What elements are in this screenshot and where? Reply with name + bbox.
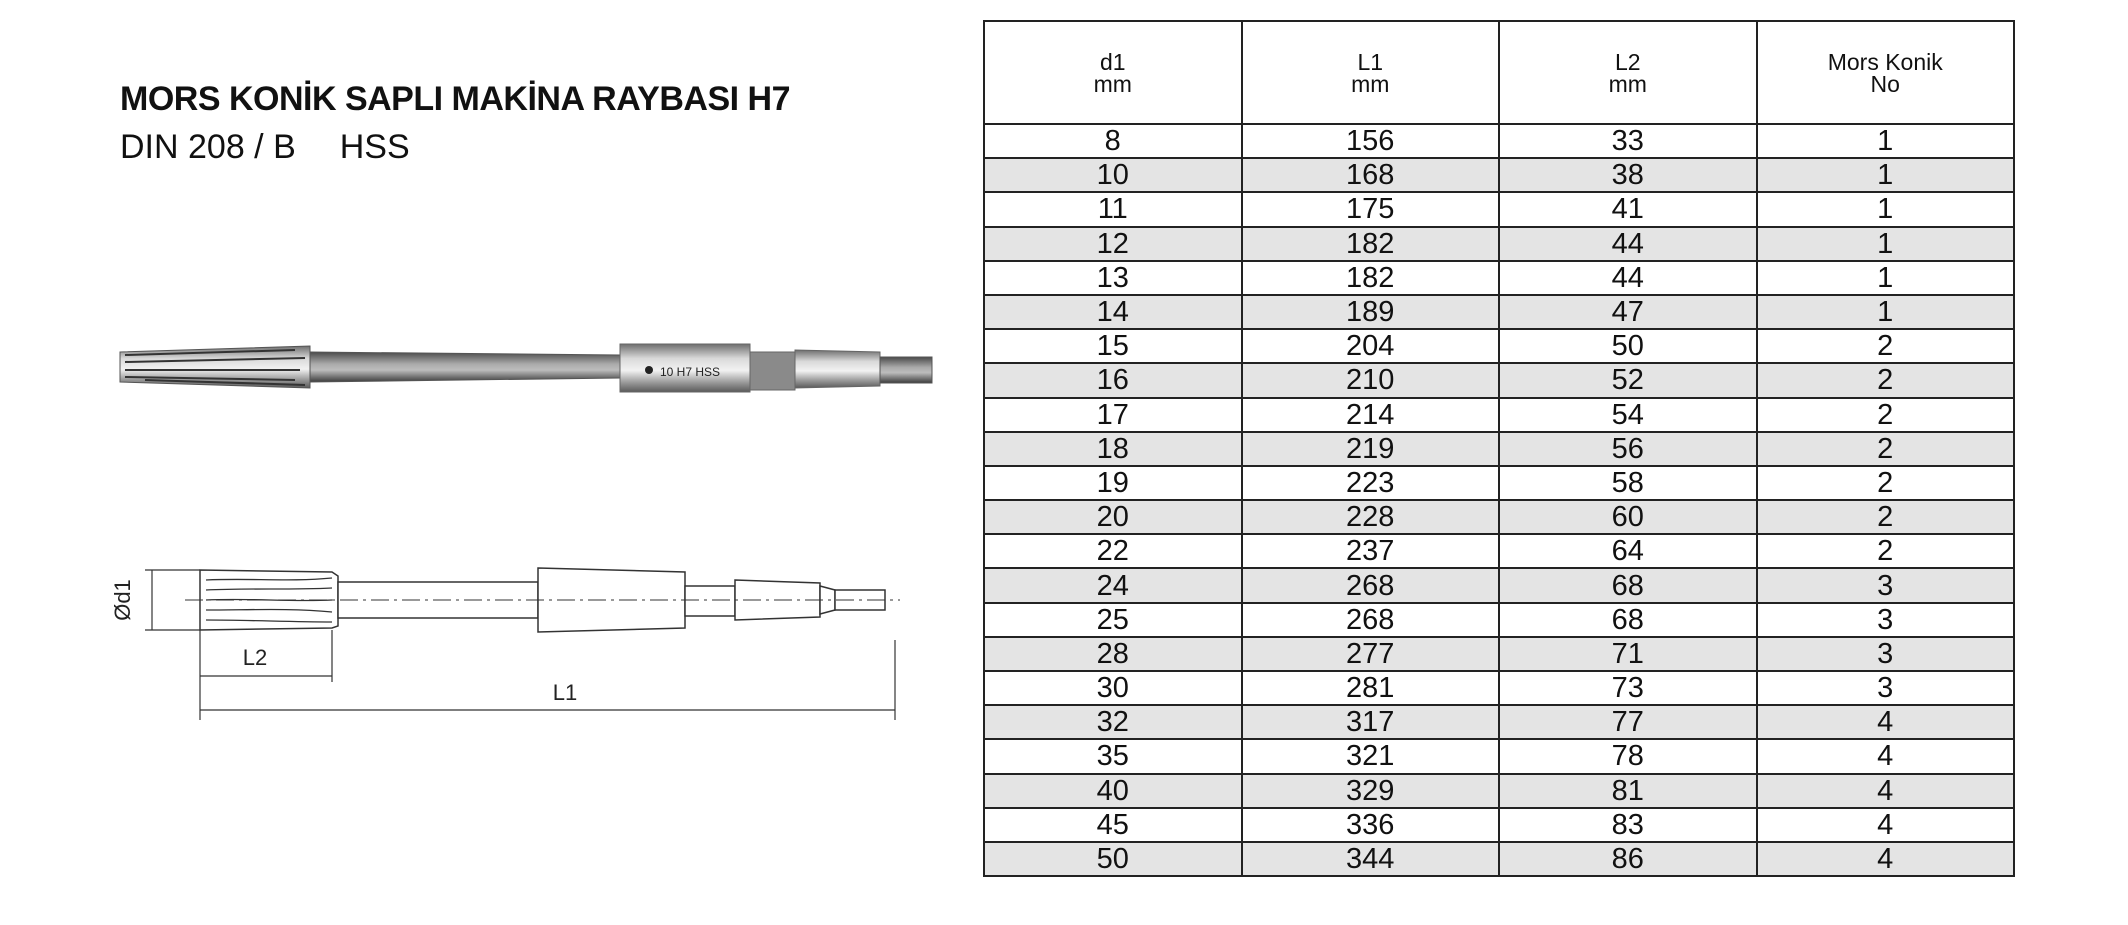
header-l1: L1 mm (1242, 21, 1500, 124)
cell-l2: 71 (1499, 637, 1757, 671)
cell-morse-no: 2 (1757, 398, 2015, 432)
cell-l1: 156 (1242, 124, 1500, 158)
header-l2: L2 mm (1499, 21, 1757, 124)
table-row (984, 466, 2014, 500)
table-row (984, 774, 2014, 808)
table-row (984, 568, 2014, 602)
cell-l2: 47 (1499, 295, 1757, 329)
table-row (984, 671, 2014, 705)
cell-morse-no: 1 (1757, 227, 2015, 261)
cell-l1: 336 (1242, 808, 1500, 842)
table-row (984, 705, 2014, 739)
cell-l2: 64 (1499, 534, 1757, 568)
cell-l1: 277 (1242, 637, 1500, 671)
cell-morse-no: 4 (1757, 705, 2015, 739)
cell-d1: 10 (984, 158, 1242, 192)
table-row (984, 363, 2014, 397)
cell-l2: 50 (1499, 329, 1757, 363)
cell-l1: 214 (1242, 398, 1500, 432)
cell-morse-no: 3 (1757, 671, 2015, 705)
cell-d1: 14 (984, 295, 1242, 329)
l2-label: L2 (242, 645, 268, 670)
header-morse-taper: Mors Konik No (1757, 21, 2015, 124)
cell-l1: 268 (1242, 603, 1500, 637)
cell-l1: 210 (1242, 363, 1500, 397)
cell-morse-no: 3 (1757, 568, 2015, 602)
cell-l2: 58 (1499, 466, 1757, 500)
cell-d1: 40 (984, 774, 1242, 808)
cell-d1: 8 (984, 124, 1242, 158)
cell-l1: 168 (1242, 158, 1500, 192)
technical-drawing (100, 550, 930, 730)
cell-l2: 60 (1499, 500, 1757, 534)
cell-l1: 182 (1242, 227, 1500, 261)
table-body (984, 124, 2014, 876)
cell-l2: 81 (1499, 774, 1757, 808)
cell-l2: 68 (1499, 603, 1757, 637)
page-title: MORS KONİK SAPLI MAKİNA RAYBASI H7 (120, 80, 790, 118)
table-row (984, 808, 2014, 842)
cell-morse-no: 1 (1757, 295, 2015, 329)
cell-l1: 204 (1242, 329, 1500, 363)
header-d1: d1 mm (984, 21, 1242, 124)
cell-morse-no: 2 (1757, 466, 2015, 500)
table-row (984, 398, 2014, 432)
table-row (984, 227, 2014, 261)
cell-morse-no: 4 (1757, 808, 2015, 842)
table-row (984, 261, 2014, 295)
cell-d1: 16 (984, 363, 1242, 397)
cell-morse-no: 2 (1757, 329, 2015, 363)
cell-l2: 54 (1499, 398, 1757, 432)
cell-d1: 22 (984, 534, 1242, 568)
cell-l2: 86 (1499, 842, 1757, 876)
cell-morse-no: 1 (1757, 158, 2015, 192)
table-header-row (984, 21, 2014, 124)
cell-l2: 44 (1499, 227, 1757, 261)
cell-d1: 19 (984, 466, 1242, 500)
table-row (984, 158, 2014, 192)
cell-l2: 41 (1499, 192, 1757, 226)
cell-l2: 68 (1499, 568, 1757, 602)
cell-morse-no: 4 (1757, 842, 2015, 876)
cell-d1: 17 (984, 398, 1242, 432)
cell-l1: 182 (1242, 261, 1500, 295)
cell-l1: 268 (1242, 568, 1500, 602)
cell-l1: 219 (1242, 432, 1500, 466)
cell-l2: 52 (1499, 363, 1757, 397)
cell-l2: 78 (1499, 739, 1757, 773)
spec-table (983, 20, 2015, 877)
table-row (984, 432, 2014, 466)
cell-morse-no: 4 (1757, 739, 2015, 773)
cell-d1: 28 (984, 637, 1242, 671)
cell-morse-no: 2 (1757, 363, 2015, 397)
cell-morse-no: 2 (1757, 432, 2015, 466)
cell-d1: 32 (984, 705, 1242, 739)
table-row (984, 842, 2014, 876)
cell-l1: 175 (1242, 192, 1500, 226)
cell-l1: 317 (1242, 705, 1500, 739)
table-row (984, 500, 2014, 534)
material-label: HSS (339, 128, 410, 166)
cell-d1: 15 (984, 329, 1242, 363)
table-row (984, 192, 2014, 226)
cell-morse-no: 2 (1757, 534, 2015, 568)
cell-d1: 20 (984, 500, 1242, 534)
cell-l2: 77 (1499, 705, 1757, 739)
cell-morse-no: 1 (1757, 192, 2015, 226)
cell-l1: 329 (1242, 774, 1500, 808)
cell-l2: 73 (1499, 671, 1757, 705)
page-subtitle (120, 128, 454, 167)
cell-morse-no: 2 (1757, 500, 2015, 534)
cell-d1: 11 (984, 192, 1242, 226)
cell-d1: 12 (984, 227, 1242, 261)
cell-l1: 228 (1242, 500, 1500, 534)
cell-d1: 24 (984, 568, 1242, 602)
cell-l2: 56 (1499, 432, 1757, 466)
table-row (984, 637, 2014, 671)
cell-l2: 83 (1499, 808, 1757, 842)
reamer-photo (115, 330, 945, 405)
cell-l2: 38 (1499, 158, 1757, 192)
cell-d1: 45 (984, 808, 1242, 842)
cell-d1: 35 (984, 739, 1242, 773)
cell-l1: 321 (1242, 739, 1500, 773)
cell-d1: 25 (984, 603, 1242, 637)
cell-morse-no: 1 (1757, 124, 2015, 158)
table-row (984, 534, 2014, 568)
table-row (984, 739, 2014, 773)
cell-l1: 237 (1242, 534, 1500, 568)
cell-morse-no: 4 (1757, 774, 2015, 808)
l1-label: L1 (552, 680, 578, 705)
cell-l1: 189 (1242, 295, 1500, 329)
table-row (984, 603, 2014, 637)
table-row (984, 295, 2014, 329)
cell-l2: 33 (1499, 124, 1757, 158)
d1-label: Ød1 (110, 579, 135, 621)
cell-d1: 13 (984, 261, 1242, 295)
cell-l1: 281 (1242, 671, 1500, 705)
cell-d1: 18 (984, 432, 1242, 466)
table-row (984, 329, 2014, 363)
photo-engraving: 10 H7 HSS (660, 365, 721, 379)
cell-morse-no: 3 (1757, 603, 2015, 637)
cell-morse-no: 1 (1757, 261, 2015, 295)
cell-d1: 50 (984, 842, 1242, 876)
cell-l1: 344 (1242, 842, 1500, 876)
cell-d1: 30 (984, 671, 1242, 705)
table-row (984, 124, 2014, 158)
cell-morse-no: 3 (1757, 637, 2015, 671)
cell-l2: 44 (1499, 261, 1757, 295)
standard-label: DIN 208 / B (120, 128, 296, 166)
cell-l1: 223 (1242, 466, 1500, 500)
